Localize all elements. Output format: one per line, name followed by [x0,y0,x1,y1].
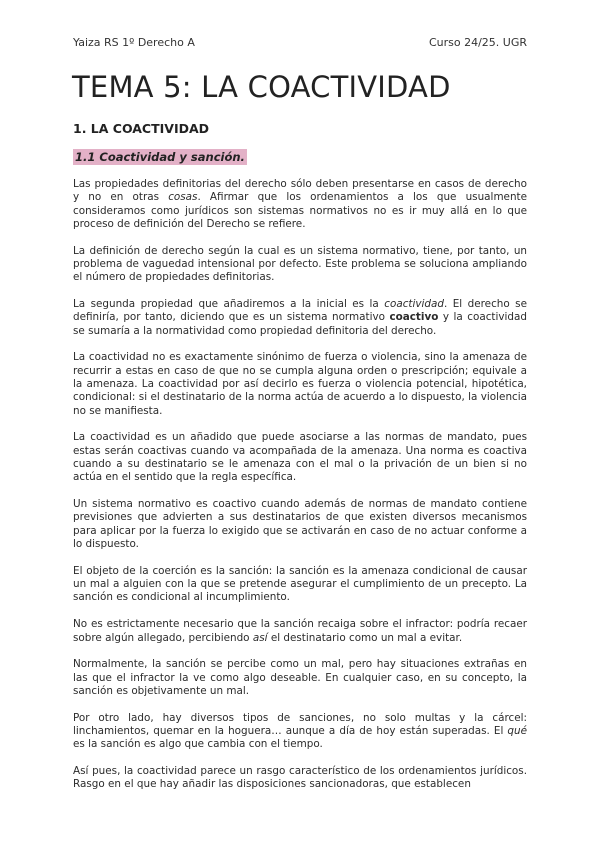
page-header [73,36,527,49]
text-span: Por otro lado, hay diversos tipos de sanciones, no solo multas y la cárcel: linchamientos, quemar en la hoguera… aunque a día de hoy están superadas. El [73,711,527,737]
page-title: TEMA 5: LA COACTIVIDAD [72,70,451,104]
text-span: . Afirmar que los ordenamientos a los que usualmente consideramos como jurídicos son sistemas normativos no es ir muy allá en lo que proceso de definición del Derecho se refiere. [73,191,528,230]
paragraph-6: Un sistema normativo es coactivo cuando además de normas de mandato contiene previsiones que advierten a sus destinatarios de que existen diversos mecanismos para aplicar por la fuerza lo exigido que se activarán en caso de no actuar conforme a lo dispuesto. [73,498,527,551]
subsection-heading-highlight: 1.1 Coactividad y sanción. [75,150,245,164]
subsection-heading [73,150,247,164]
paragraph-11: Así pues, la coactividad parece un rasgo característico de los ordenamientos jurídicos. Rasgo en el que hay añadir las disposiciones sancionadoras, que establecen [73,765,527,791]
paragraph-7: El objeto de la coerción es la sanción: la sanción es la amenaza condicional de causar un mal a alguien con la que se pretende asegurar el cumplimiento de un precepto. La sanción es condicional al incumplimiento. [73,564,527,604]
paragraph-1 [73,178,527,231]
emphasis: qué [507,725,527,737]
header-author: Yaiza RS 1º Derecho A [73,36,195,49]
bold-term: coactivo [389,311,439,324]
text-span: es la sanción es algo que cambia con el tiempo. [73,738,323,751]
text-span: . El derecho se definiría, por tanto, diciendo que es un sistema normativo [73,298,527,324]
emphasis: coactividad [384,298,444,311]
paragraph-3 [73,298,527,338]
body-text [73,178,527,792]
text-span: y la coactividad se sumaría a la normatividad como propiedad definitoria del derecho. [73,311,527,337]
paragraph-9: Normalmente, la sanción se percibe como un mal, pero hay situaciones extrañas en las que el infractor la ve como algo deseable. En cualquier caso, en su concepto, la sanción es objetivamente un mal. [73,658,527,697]
paragraph-8 [73,618,527,645]
text-span: el destinatario como un mal a evitar. [267,631,463,644]
emphasis: cosas [168,191,198,204]
paragraph-10 [73,712,527,752]
text-span: Las propiedades definitorias del derecho sólo deben presentarse en casos de derecho y no en otras [73,178,527,204]
text-span: La segunda propiedad que añadiremos a la inicial es la [73,298,385,311]
text-span: No es estrictamente necesario que la sanción recaiga sobre el infractor: podría recaer sobre algún allegado, percibiendo [73,618,527,644]
paragraph-5: La coactividad es un añadido que puede asociarse a las normas de mandato, pues estas serán coactivas cuando va acompañada de la amenaza. Una norma es coactiva cuando a su destinatario se le amenaza con el mal o la privación de un bien si no actúa en el sentido que la regla específica. [73,431,527,484]
section-heading: 1. LA COACTIVIDAD [73,121,210,136]
header-course: Curso 24/25. UGR [428,36,527,49]
paragraph-2: La definición de derecho según la cual es un sistema normativo, tiene, por tanto, un problema de vaguedad intensional por defecto. Este problema se soluciona ampliando el número de propiedades definitorias. [73,244,527,284]
paragraph-4: La coactividad no es exactamente sinónimo de fuerza o violencia, sino la amenaza de recurrir a estas en caso de que no se cumpla alguna orden o prescripción; equivale a la amenaza. La coactividad por así decirlo es fuerza o violencia potencial, hipotética, condicional: si el destinatario de la norma actúa de acuerdo a lo dispuesto, la violencia no se manifiesta. [73,351,527,417]
emphasis: así [252,631,268,644]
